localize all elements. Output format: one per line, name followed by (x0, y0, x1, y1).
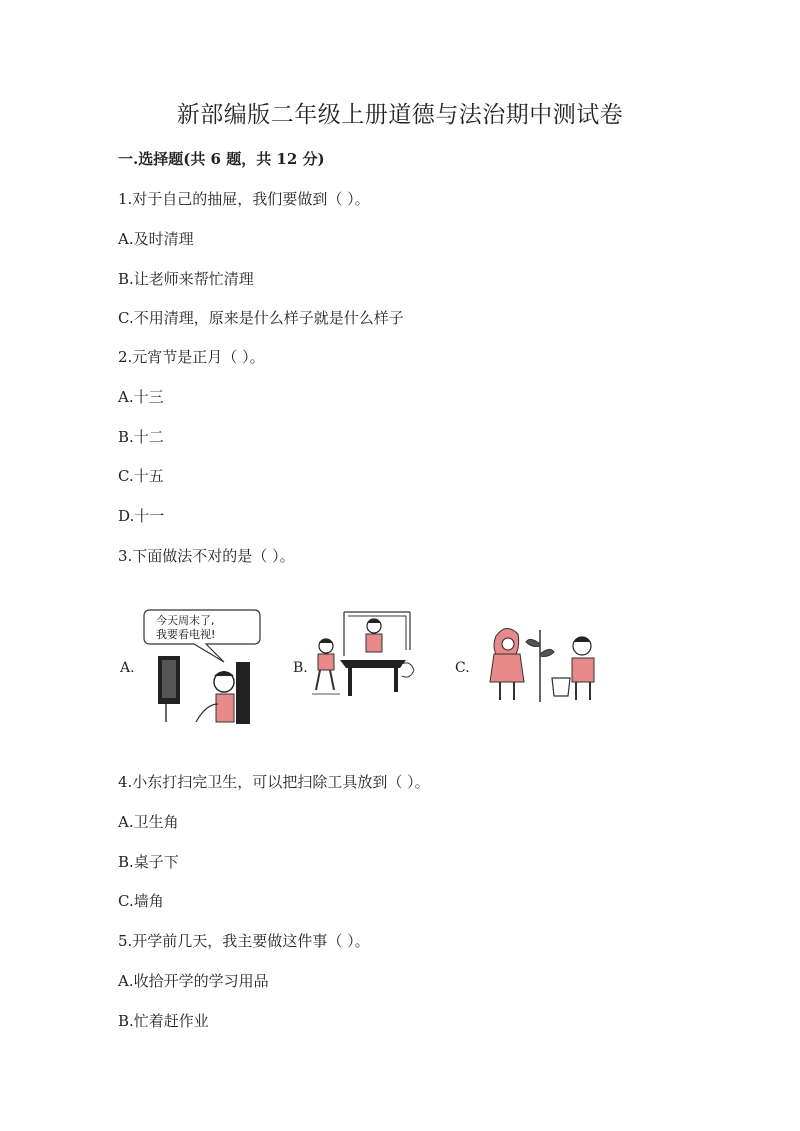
q2-option-d: D.十一 (118, 507, 165, 525)
bubble-text-2: 我要看电视! (156, 628, 216, 641)
q2-option-c: C.十五 (118, 467, 164, 485)
question-4-stem: 4.小东打扫完卫生，可以把扫除工具放到（ ）。 (118, 773, 430, 791)
child-watching-tv-illustration (136, 604, 276, 726)
figure-a-label: A. (120, 660, 135, 676)
q2-option-a: A.十三 (118, 388, 164, 406)
q4-option-a: A.卫生角 (118, 813, 179, 831)
question-1-stem: 1.对于自己的抽屉，我们要做到（ ）。 (118, 190, 370, 208)
q1-option-b: B.让老师来帮忙清理 (118, 270, 254, 288)
figure-b-label: B. (293, 660, 308, 676)
q5-option-b: B.忙着赶作业 (118, 1012, 209, 1030)
q5-option-a: A.收拾开学的学习用品 (118, 972, 269, 990)
q2-option-b: B.十二 (118, 428, 164, 446)
section-heading: 一.选择题(共 6 题，共 12 分) (118, 150, 325, 168)
q1-option-c: C.不用清理，原来是什么样子就是什么样子 (118, 309, 404, 327)
q4-option-b: B.桌子下 (118, 853, 179, 871)
bubble-text-1: 今天周末了, (156, 614, 215, 627)
exam-title: 新部编版二年级上册道德与法治期中测试卷 (176, 102, 624, 128)
figure-c-label: C. (455, 660, 470, 676)
q4-option-c: C.墙角 (118, 892, 164, 910)
question-5-stem: 5.开学前几天，我主要做这件事（ ）。 (118, 932, 370, 950)
q3-figures (118, 604, 618, 726)
question-2-stem: 2.元宵节是正月（ ）。 (118, 348, 265, 366)
children-cleaning-desk-illustration (310, 610, 416, 706)
q1-option-a: A.及时清理 (118, 230, 194, 248)
children-watering-plant-illustration (486, 624, 606, 704)
question-3-stem: 3.下面做法不对的是（ ）。 (118, 547, 295, 565)
